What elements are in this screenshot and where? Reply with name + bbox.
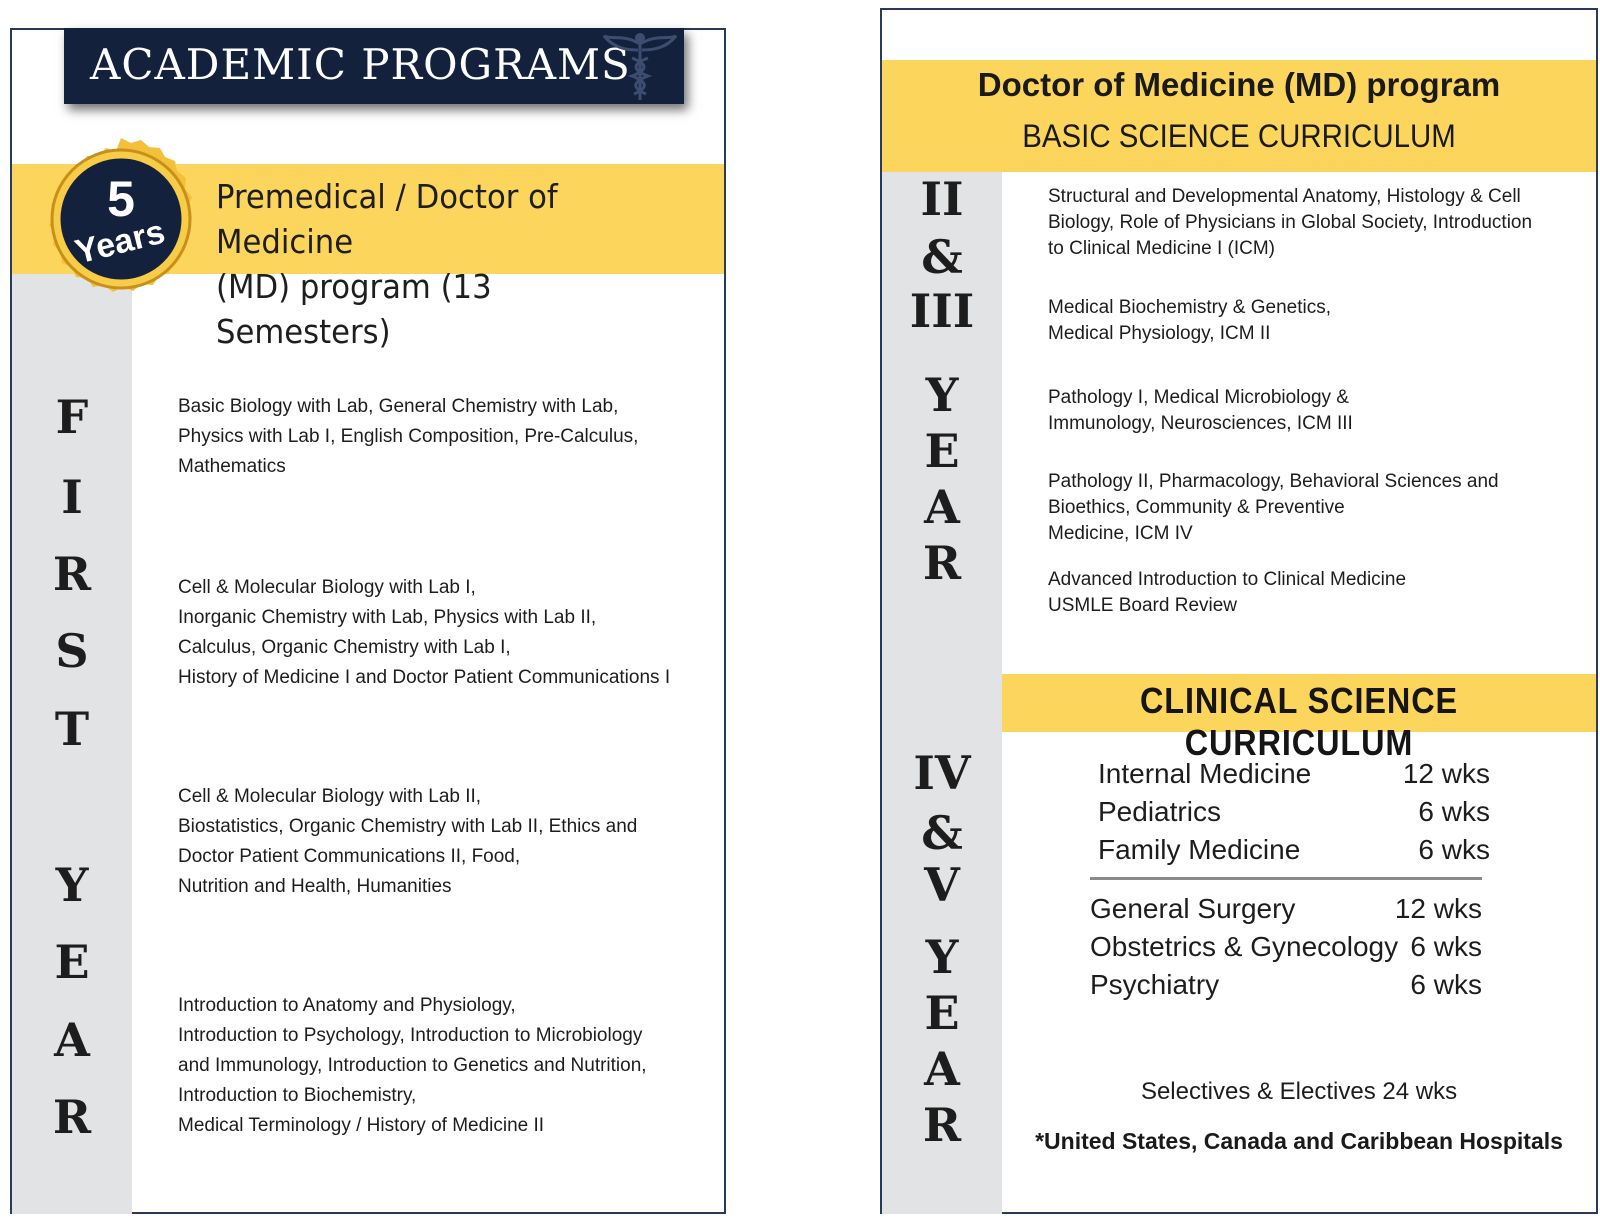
program-title-line2: (MD) program (13 Semesters): [216, 267, 492, 351]
md-subtitle: BASIC SCIENCE CURRICULUM: [1022, 118, 1456, 154]
rotation-duration: 6 wks: [1418, 796, 1490, 827]
first-year-letter: S: [55, 624, 89, 678]
course-block-4: Introduction to Anatomy and Physiology, Introduction to Psychology, Introduction to Microbiology and Immunology, Introduction to Genetics and Nutrition, Introduction to Biochemistry, Medical Terminology / History of Medicine II: [178, 995, 647, 1136]
hospitals-note: *United States, Canada and Caribbean Hospitals: [1035, 1128, 1563, 1154]
rotation-duration: 6 wks: [1410, 931, 1482, 962]
basic-years-letter: R: [922, 536, 962, 590]
basic-course-block-5: Advanced Introduction to Clinical Medicine USMLE Board Review: [1048, 569, 1407, 616]
course-block-1: Basic Biology with Lab, General Chemistry with Lab, Physics with Lab I, English Composition, Pre-Calculus, Mathematics: [178, 396, 639, 477]
electives-line: Selectives & Electives 24 wks: [1140, 1078, 1458, 1105]
basic-course-block-3: Pathology I, Medical Microbiology & Immunology, Neurosciences, ICM III: [1048, 387, 1353, 434]
clinical-years-letter: E: [924, 986, 960, 1040]
basic-years-letter: E: [924, 424, 960, 478]
rotation-duration: 6 wks: [1418, 834, 1490, 865]
clinical-years-letter: IV: [913, 746, 971, 800]
header-title: ACADEMIC PROGRAMS: [90, 40, 631, 89]
clinical-title: CLINICAL SCIENCE CURRICULUM: [1139, 680, 1459, 763]
caduceus-icon: [600, 30, 680, 102]
rotation-duration: 12 wks: [1394, 893, 1482, 924]
clinical-years-letter: V: [924, 858, 960, 912]
rotation-divider: [1090, 877, 1482, 880]
badge-unit: Years: [71, 212, 169, 272]
rotation-duration: 6 wks: [1410, 969, 1482, 1000]
rotation-name: General Surgery: [1090, 893, 1296, 924]
program-title-line1: Premedical / Doctor of Medicine: [216, 177, 558, 261]
rotation-duration: 12 wks: [1402, 758, 1490, 789]
md-title: Doctor of Medicine (MD) program: [977, 66, 1501, 103]
rotation-name: Family Medicine: [1098, 834, 1301, 865]
rotation-name: Pediatrics: [1098, 796, 1221, 827]
first-year-letter: R: [52, 547, 92, 601]
first-year-letter: R: [52, 1090, 92, 1144]
rotation-row: [1098, 796, 1490, 834]
first-year-panel: [10, 28, 726, 1214]
first-year-letter: F: [55, 390, 89, 444]
badge-number: 5: [107, 171, 135, 227]
clinical-years-letter: R: [922, 1098, 962, 1152]
first-year-letter: A: [54, 1013, 90, 1067]
clinical-years-letter: &: [921, 806, 963, 860]
header-banner: [64, 28, 684, 104]
rotation-row: [1090, 969, 1482, 1007]
md-program-panel: [880, 8, 1598, 1214]
clinical-years-letter: Y: [925, 930, 959, 984]
basic-years-letter: A: [924, 480, 960, 534]
basic-course-block-2: Medical Biochemistry & Genetics, Medical Physiology, ICM II: [1048, 297, 1331, 344]
rotation-name: Internal Medicine: [1098, 758, 1312, 789]
rotation-name: Psychiatry: [1090, 969, 1220, 1000]
basic-years-letter: &: [921, 230, 963, 284]
years-badge-icon: [38, 136, 204, 302]
clinical-years-letter: A: [924, 1042, 960, 1096]
first-year-letter: I: [61, 470, 83, 524]
first-year-letter: T: [54, 702, 90, 756]
rotation-name: Obstetrics & Gynecology: [1090, 931, 1399, 962]
rotation-row: [1098, 758, 1490, 796]
course-block-3: Cell & Molecular Biology with Lab II, Biostatistics, Organic Chemistry with Lab II, Ethics and Doctor Patient Communications II, Food, Nutrition and Health, Humanities: [178, 786, 638, 897]
basic-years-letter: II: [920, 172, 964, 226]
basic-course-block-4: Pathology II, Pharmacology, Behavioral Sciences and Bioethics, Community & Preventive Medicine, ICM IV: [1048, 471, 1499, 544]
rotation-row: [1090, 931, 1482, 969]
rotation-row: [1098, 834, 1490, 872]
basic-course-block-1: Structural and Developmental Anatomy, Histology & Cell Biology, Role of Physicians in Global Society, Introduction to Clinical Medicine I (ICM): [1048, 186, 1533, 259]
basic-years-letter: III: [909, 284, 975, 338]
program-title: [216, 174, 672, 354]
basic-years-letter: Y: [925, 368, 959, 422]
first-year-letter: E: [54, 935, 90, 989]
course-block-2: Cell & Molecular Biology with Lab I, Inorganic Chemistry with Lab, Physics with Lab II, Calculus, Organic Chemistry with Lab I, History of Medicine I and Doctor Patient Communications I: [178, 577, 671, 688]
rotation-row: [1090, 893, 1482, 931]
first-year-letter: Y: [55, 858, 89, 912]
